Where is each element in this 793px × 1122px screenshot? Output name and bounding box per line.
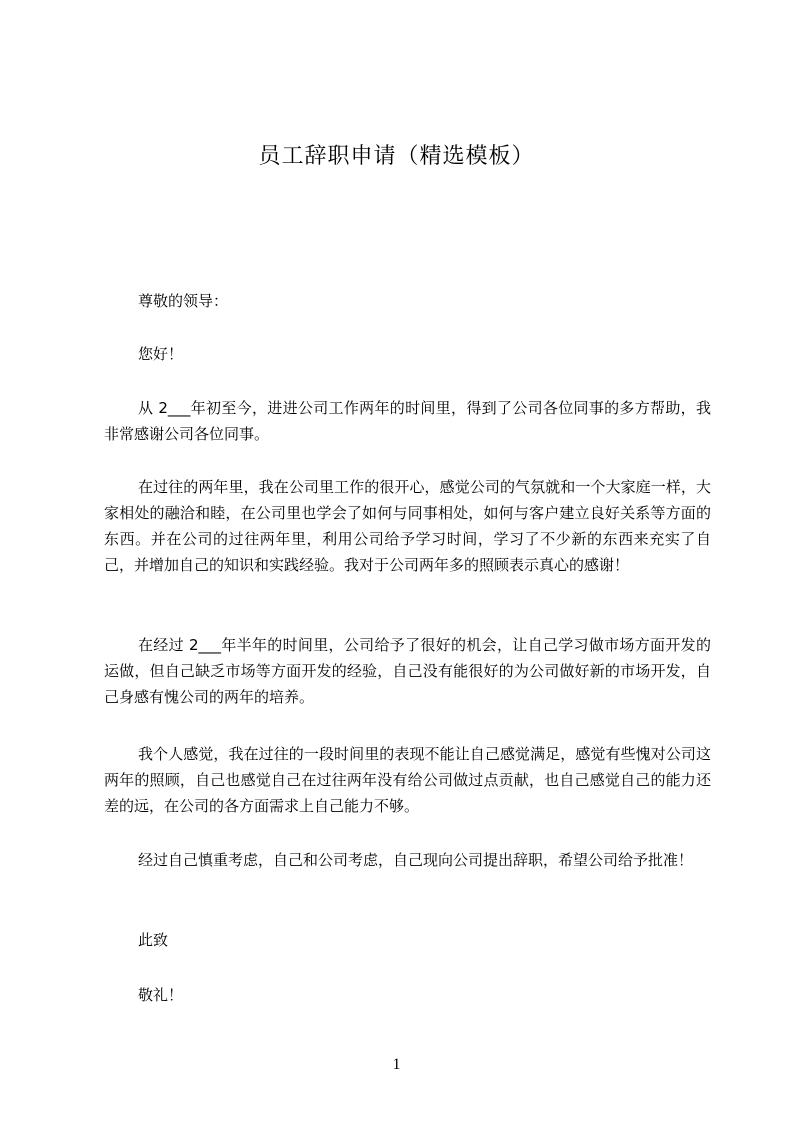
paragraph-1: 从 2___年初至今，进进公司工作两年的时间里，得到了公司各位同事的多方帮助，我非常感谢公司各位同事。	[104, 399, 711, 443]
closing-jing-li: 敬礼！	[138, 986, 184, 1004]
closing-ci-zhi: 此致	[138, 931, 169, 949]
greeting: 您好！	[138, 345, 184, 363]
paragraph-2: 在过往的两年里，我在公司里工作的很开心，感觉公司的气氛就和一个大家庭一样，大家相处的融洽和睦，在公司里也学会了如何与同事相处，如何与客户建立良好关系等方面的东西。并在公司的过往两年里，利用公司给予学习时间，学习了不少新的东西来充实了自己，并增加自己的知识和实践经验。我对于公司两年多的照顾表示真心的感谢！	[104, 478, 711, 574]
paragraph-5: 经过自己慎重考虑，自己和公司考虑，自己现向公司提出辞职，希望公司给予批准！	[138, 851, 694, 869]
paragraph-4: 我个人感觉，我在过往的一段时间里的表现不能让自己感觉满足，感觉有些愧对公司这两年的照顾，自己也感觉自己在过往两年没有给公司做过点贡献，也自己感觉自己的能力还差的远，在公司的各方面需求上自己能力不够。	[104, 745, 711, 815]
paragraph-3: 在经过 2___年半年的时间里，公司给予了很好的机会，让自己学习做市场方面开发的运做，但自己缺乏市场等方面开发的经验，自己没有能很好的为公司做好新的市场开发，自己身感有愧公司的两年的培养。	[104, 636, 711, 706]
page-number: 1	[392, 1056, 401, 1073]
salutation: 尊敬的领导：	[138, 292, 229, 310]
document-title: 员工辞职申请（精选模板）	[258, 144, 535, 169]
